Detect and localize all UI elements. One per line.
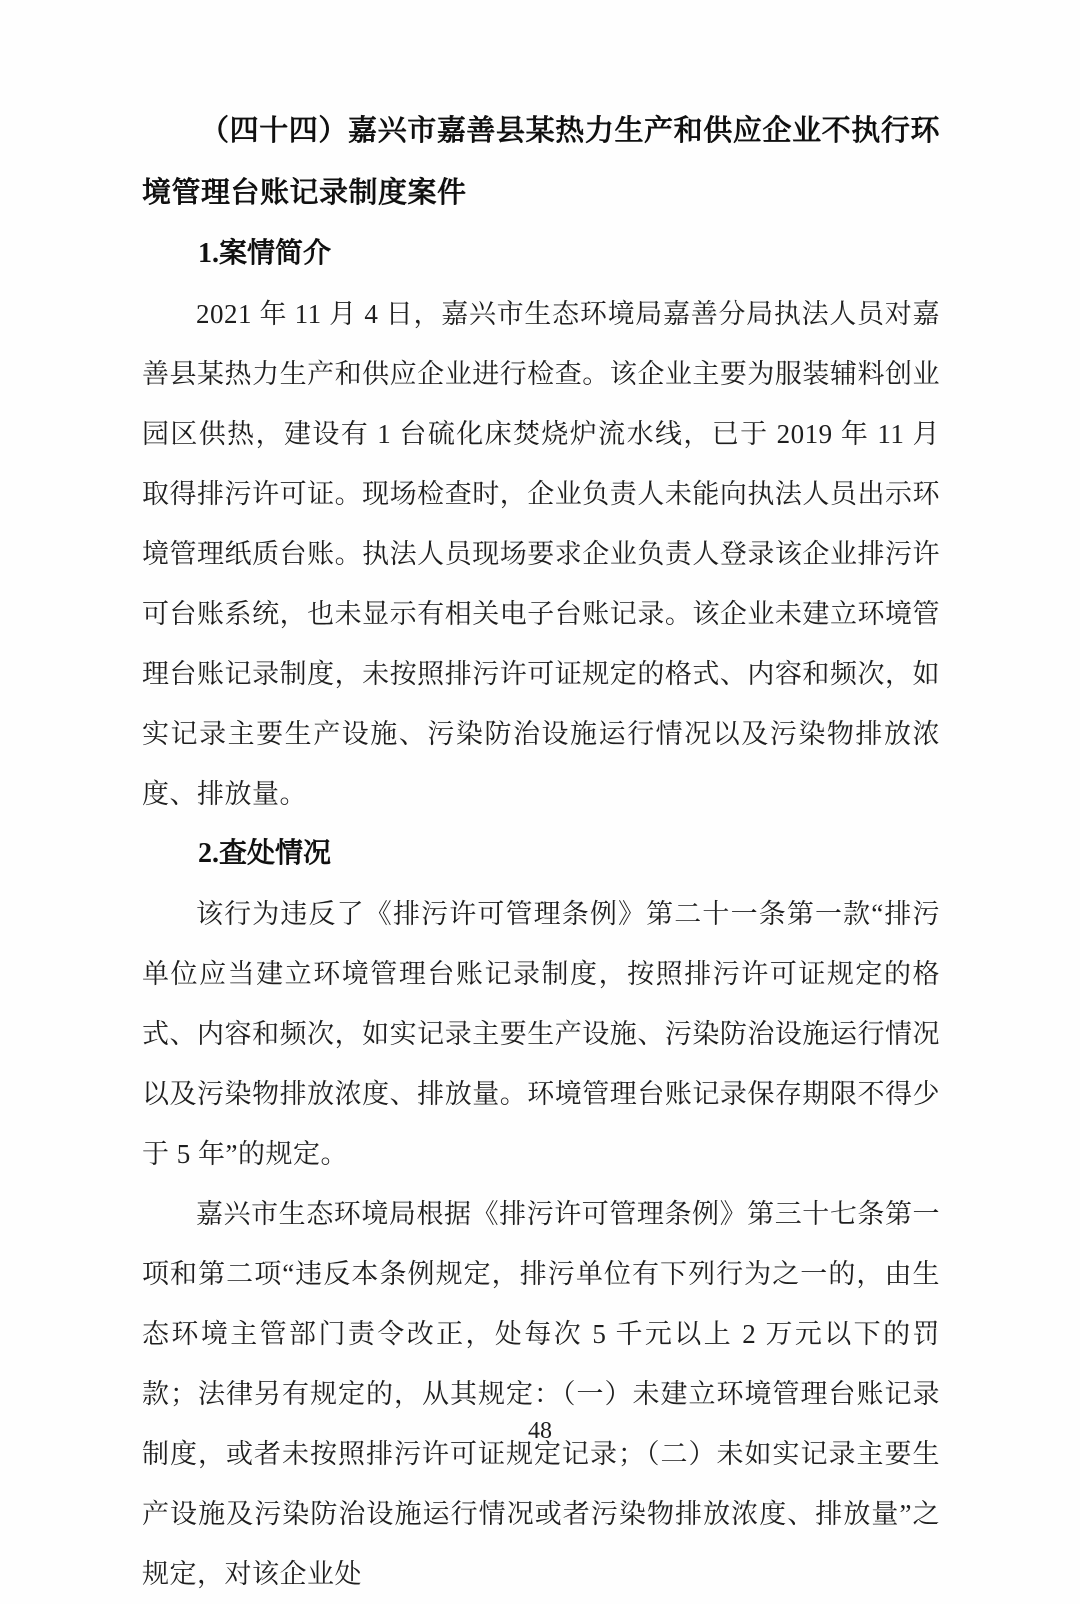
section-heading-case-summary: 1.案情简介 (198, 238, 332, 269)
page-number: 48 (528, 1418, 552, 1444)
paragraph-penalty-basis: 嘉兴市生态环境局根据《排污许可管理条例》第三十七条第一项和第二项“违反本条例规定，排污单位有下列行为之一的，由生态环境主管部门责令改正，处每次 5 千元以上 2 万元以下的罚款；法律另有规定的，从其规定：（一）未建立环境管理台账记录制度，或者未按照排污许可证规定记录；（二）未如实记录主要生产设施及污染防治设施运行情况或者污染物排放浓度、排放量”之规定，对该企业处 (142, 1199, 940, 1589)
document-title: （四十四）嘉兴市嘉善县某热力生产和供应企业不执行环境管理台账记录制度案件 (142, 115, 940, 209)
paragraph-case-summary: 2021 年 11 月 4 日，嘉兴市生态环境局嘉善分局执法人员对嘉善县某热力生产和供应企业进行检查。该企业主要为服装辅料创业园区供热，建设有 1 台硫化床焚烧炉流水线，已于 2019 年 11 月取得排污许可证。现场检查时，企业负责人未能向执法人员出示环境管理纸质台账。执法人员现场要求企业负责人登录该企业排污许可台账系统，也未显示有相关电子台账记录。该企业未建立环境管理台账记录制度，未按照排污许可证规定的格式、内容和频次，如实记录主要生产设施、污染防治设施运行情况以及污染物排放浓度、排放量。 (142, 299, 940, 809)
paragraph-violation-basis: 该行为违反了《排污许可管理条例》第二十一条第一款“排污单位应当建立环境管理台账记录制度，按照排污许可证规定的格式、内容和频次，如实记录主要生产设施、污染防治设施运行情况以及污染物排放浓度、排放量。环境管理台账记录保存期限不得少于 5 年”的规定。 (142, 899, 940, 1169)
section-heading-investigation: 2.查处情况 (198, 838, 332, 869)
